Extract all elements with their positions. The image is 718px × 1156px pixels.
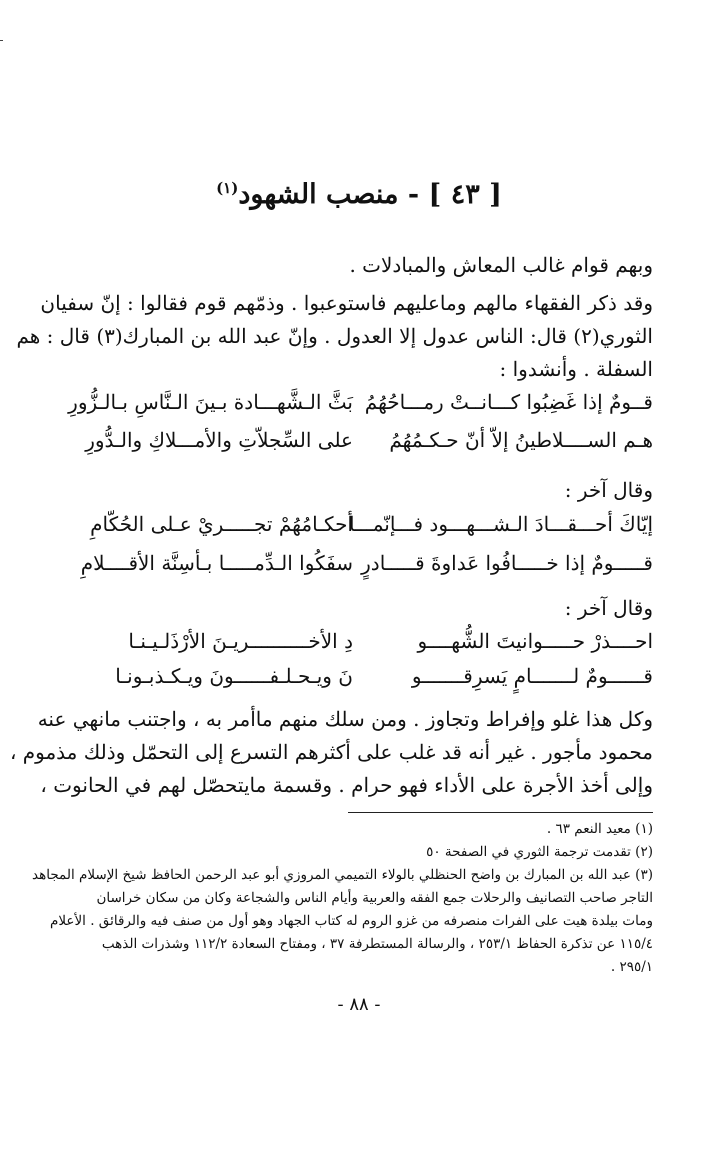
chapter-heading	[0, 168, 718, 215]
body-line: وبهم قوام غالب المعاش والمبادلات .	[349, 253, 653, 277]
footnote-line: التاجر صاحب التصانيف والرحلات جمع الفقه والعربية وأيام الناس والشجاعة وكان من سكان خراسان	[96, 890, 653, 906]
body-line: وكل هذا غلو وإفراط وتجاوز . ومن سلك منهم ماأمر به ، واجتنب مانهي عنه	[37, 707, 653, 731]
verse-second-hemistich: سفَكُوا الـدِّمـــــا بـأسِنَّة الأقــــلامِ	[80, 551, 353, 575]
poem-verse	[68, 384, 653, 420]
body-line: وإلى أخذ الأجرة على الأداء فهو حرام . وقسمة مايتحصّل لهم في الحانوت ،	[40, 773, 653, 797]
verse-second-hemistich: نَ ويـحـلـفــــــونَ ويـكـذبـونـا	[115, 664, 353, 688]
verse-second-hemistich: بَثَّ الـشَّهـــادة بـينَ الـنَّاسِ بـالـزُّورِ	[68, 390, 353, 414]
footnote-line: (٢) تقدمت ترجمة الثوري في الصفحة ٥٠	[426, 844, 653, 860]
footnote-line: ١١٥/٤ عن تذكرة الحفاظ ٢٥٣/١ ، والرسالة المستطرفة ٣٧ ، ومفتاح السعادة ١١٢/٢ وشذرات الذهب	[101, 936, 653, 952]
verse-first-hemistich: احــــذرْ حـــــوانيتَ الشُّهــــو	[417, 629, 653, 653]
body-paragraph-intro	[16, 249, 653, 386]
poem-intro-label: وقال آخر :	[564, 478, 653, 502]
poem-verse	[68, 422, 653, 458]
chapter-title: منصب الشهود	[238, 179, 399, 210]
footnote-ref-1: (١)	[216, 179, 239, 197]
footnote-line: ٢٩٥/١ .	[610, 959, 653, 975]
verse-first-hemistich: قـــــومٌ إذا خـــــافُوا عَداوةَ قـــــادرٍ	[361, 551, 653, 575]
poem-verse	[68, 658, 653, 694]
body-paragraph-closing	[9, 703, 653, 802]
footnote-line: (١) معيد النعم ٦٣ .	[546, 821, 653, 837]
body-line: السفلة . وأنشدوا :	[499, 357, 653, 381]
verse-second-hemistich: على السِّجلاّتِ والأمـــلاكِ والـدُّورِ	[85, 428, 353, 452]
poem-verse	[68, 506, 653, 542]
margin-mark	[0, 40, 3, 41]
body-line: وقد ذكر الفقهاء مالهم وماعليهم فاستوعبوا . وذمّهم قوم فقالوا : إنّ سفيان	[40, 291, 653, 315]
verse-first-hemistich: إيّاكَ أحـــقـــادَ الـشـــهـــود فـــإنّمـــا	[349, 512, 653, 536]
footnote-separator	[348, 812, 653, 813]
poem-verse	[68, 545, 653, 581]
page-number: - ٨٨ -	[337, 994, 381, 1015]
verse-first-hemistich: قــومٌ إذا غَضِبُوا كـــانــتْ رمـــاحُهُمُ	[364, 390, 653, 414]
poem-verse	[68, 623, 653, 659]
footnote-line: (٣) عبد الله بن المبارك بن واضح الحنظلي بالولاء التميمي المروزي أبو عبد الرحمن الحافظ شيخ الإسلام المجاهد	[32, 867, 653, 883]
footnote-line: ومات بيلدة هيت على الفرات منصرفه من غزو الروم له كتاب الجهاد وهو أول من صنف فيه والرقائق . الأعلام	[50, 913, 653, 929]
verse-first-hemistich: هـم الســــلاطينُ إلاّ أنّ حـكـمُهُمُ	[389, 428, 653, 452]
chapter-number: [ ٤٣ ]	[428, 179, 502, 210]
verse-first-hemistich: قــــــومٌ لـــــــامٍ يَسرِقـــــــو	[411, 664, 653, 688]
verse-second-hemistich: أحكـامُهُمْ تجـــــريْ عـلى الحُكّامِ	[90, 512, 353, 536]
body-line: الثوري(٢) قال: الناس عدول إلا العدول . وإنّ عبد الله بن المبارك(٣) قال : هم	[16, 324, 653, 348]
poem-intro-label: وقال آخر :	[564, 596, 653, 620]
verse-second-hemistich: دِ الأخــــــــــريـنَ الأرْذَلـيـنـا	[128, 629, 353, 653]
body-line: محمود مأجور . غير أنه قد غلب على أكثرهم التسرع إلى التحمّل وذلك مذموم ،	[9, 740, 653, 764]
heading-dash: -	[407, 179, 420, 210]
footnotes	[32, 818, 653, 979]
